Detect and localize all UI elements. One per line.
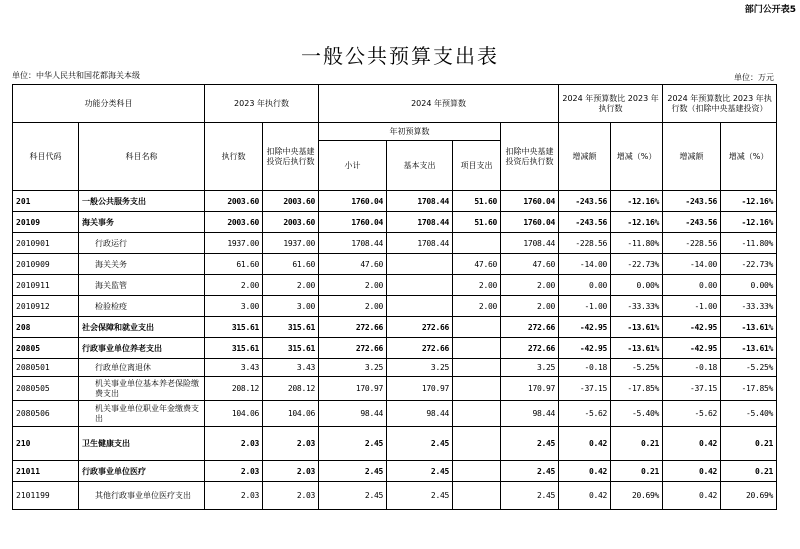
table-row [13, 461, 777, 482]
cell-exec: 2003.60 [205, 191, 263, 212]
cell-exec: 208.12 [205, 377, 263, 401]
cell-budget-ex: 3.25 [501, 359, 559, 377]
table-row [13, 427, 777, 461]
cell-pct2: -33.33% [721, 296, 777, 317]
cell-pct: -17.85% [611, 377, 663, 401]
cell-pct: 20.69% [611, 482, 663, 510]
cell-basic [387, 296, 453, 317]
cell-exec-ex: 2003.60 [263, 191, 319, 212]
cell-inc: -42.95 [559, 338, 611, 359]
cell-inc2: -37.15 [663, 377, 721, 401]
cell-pct: 0.21 [611, 427, 663, 461]
table-row [13, 191, 777, 212]
cell-inc: -228.56 [559, 233, 611, 254]
table-row [13, 482, 777, 510]
cell-pct: -5.25% [611, 359, 663, 377]
cell-inc: 0.42 [559, 482, 611, 510]
cell-exec-ex: 3.43 [263, 359, 319, 377]
header-basic: 基本支出 [387, 141, 453, 191]
cell-project [453, 461, 501, 482]
header-compare-exec: 2024 年预算数比 2023 年执行数 [559, 85, 663, 123]
cell-pct2: -12.16% [721, 212, 777, 233]
cell-basic: 98.44 [387, 401, 453, 427]
cell-inc: -243.56 [559, 212, 611, 233]
table-row [13, 275, 777, 296]
header-exec-ex: 扣除中央基建投资后执行数 [263, 123, 319, 191]
cell-exec-ex: 1937.00 [263, 233, 319, 254]
cell-project: 51.60 [453, 191, 501, 212]
cell-name: 行政事业单位医疗 [79, 461, 205, 482]
cell-inc: -14.00 [559, 254, 611, 275]
cell-pct2: -11.80% [721, 233, 777, 254]
cell-inc: -42.95 [559, 317, 611, 338]
cell-subtotal: 2.45 [319, 482, 387, 510]
cell-basic: 1708.44 [387, 212, 453, 233]
header-project: 项目支出 [453, 141, 501, 191]
header-inc-percent: 增减（%） [611, 123, 663, 191]
cell-name: 机关事业单位职业年金缴费支出 [79, 401, 205, 427]
table-row [13, 359, 777, 377]
cell-basic: 272.66 [387, 338, 453, 359]
cell-basic: 1708.44 [387, 191, 453, 212]
cell-exec-ex: 208.12 [263, 377, 319, 401]
cell-exec-ex: 315.61 [263, 317, 319, 338]
cell-basic: 2.45 [387, 461, 453, 482]
cell-code: 20805 [13, 338, 79, 359]
cell-budget-ex: 1708.44 [501, 233, 559, 254]
cell-inc: 0.42 [559, 427, 611, 461]
cell-name: 卫生健康支出 [79, 427, 205, 461]
cell-code: 2010909 [13, 254, 79, 275]
cell-code: 2080505 [13, 377, 79, 401]
cell-pct2: -13.61% [721, 338, 777, 359]
cell-inc: 0.00 [559, 275, 611, 296]
cell-budget-ex: 2.00 [501, 296, 559, 317]
cell-inc: -243.56 [559, 191, 611, 212]
cell-name: 行政单位离退休 [79, 359, 205, 377]
cell-name: 行政运行 [79, 233, 205, 254]
cell-inc: -1.00 [559, 296, 611, 317]
cell-subtotal: 272.66 [319, 338, 387, 359]
header-initial-budget: 年初预算数 [319, 123, 501, 141]
cell-code: 2101199 [13, 482, 79, 510]
table-row [13, 212, 777, 233]
cell-pct2: 0.00% [721, 275, 777, 296]
cell-pct: -12.16% [611, 191, 663, 212]
cell-code: 210 [13, 427, 79, 461]
cell-subtotal: 2.00 [319, 275, 387, 296]
cell-inc2: -5.62 [663, 401, 721, 427]
cell-basic [387, 275, 453, 296]
cell-subtotal: 2.45 [319, 461, 387, 482]
header-inc-amount: 增减额 [559, 123, 611, 191]
cell-pct: -13.61% [611, 317, 663, 338]
cell-subtotal: 1760.04 [319, 191, 387, 212]
table-row [13, 233, 777, 254]
cell-subtotal: 2.45 [319, 427, 387, 461]
cell-name: 海关事务 [79, 212, 205, 233]
cell-code: 2010912 [13, 296, 79, 317]
cell-subtotal: 98.44 [319, 401, 387, 427]
cell-pct: -22.73% [611, 254, 663, 275]
cell-inc2: 0.00 [663, 275, 721, 296]
cell-budget-ex: 2.00 [501, 275, 559, 296]
header-inc-amount-2: 增减额 [663, 123, 721, 191]
cell-code: 201 [13, 191, 79, 212]
cell-project [453, 317, 501, 338]
cell-name: 海关关务 [79, 254, 205, 275]
cell-inc2: -0.18 [663, 359, 721, 377]
cell-budget-ex: 2.45 [501, 427, 559, 461]
cell-pct2: -5.25% [721, 359, 777, 377]
cell-exec: 3.43 [205, 359, 263, 377]
cell-project [453, 427, 501, 461]
cell-exec-ex: 315.61 [263, 338, 319, 359]
cell-exec-ex: 104.06 [263, 401, 319, 427]
cell-name: 行政事业单位养老支出 [79, 338, 205, 359]
cell-pct2: -17.85% [721, 377, 777, 401]
cell-code: 2080501 [13, 359, 79, 377]
cell-pct2: -13.61% [721, 317, 777, 338]
table-row [13, 254, 777, 275]
cell-budget-ex: 47.60 [501, 254, 559, 275]
cell-project: 47.60 [453, 254, 501, 275]
cell-project: 51.60 [453, 212, 501, 233]
cell-project [453, 359, 501, 377]
cell-code: 208 [13, 317, 79, 338]
cell-basic: 2.45 [387, 482, 453, 510]
cell-project: 2.00 [453, 296, 501, 317]
unit-organization: 单位：中华人民共和国花都海关本级 [12, 71, 140, 80]
cell-exec-ex: 2.03 [263, 482, 319, 510]
cell-budget-ex: 2.45 [501, 482, 559, 510]
cell-subtotal: 2.00 [319, 296, 387, 317]
header-budget-2024: 2024 年预算数 [319, 85, 559, 123]
cell-exec: 61.60 [205, 254, 263, 275]
header-exec: 执行数 [205, 123, 263, 191]
cell-inc2: -243.56 [663, 212, 721, 233]
cell-pct: -5.40% [611, 401, 663, 427]
cell-pct: 0.21 [611, 461, 663, 482]
header-name: 科目名称 [79, 123, 205, 191]
cell-subtotal: 170.97 [319, 377, 387, 401]
header-subtotal: 小计 [319, 141, 387, 191]
cell-exec: 3.00 [205, 296, 263, 317]
cell-subtotal: 1760.04 [319, 212, 387, 233]
cell-basic: 3.25 [387, 359, 453, 377]
cell-inc2: -1.00 [663, 296, 721, 317]
cell-inc2: 0.42 [663, 482, 721, 510]
cell-code: 2080506 [13, 401, 79, 427]
cell-inc: 0.42 [559, 461, 611, 482]
cell-inc2: -228.56 [663, 233, 721, 254]
header-code: 科目代码 [13, 123, 79, 191]
cell-project [453, 338, 501, 359]
cell-pct: -33.33% [611, 296, 663, 317]
cell-inc2: -42.95 [663, 317, 721, 338]
cell-code: 2010911 [13, 275, 79, 296]
cell-budget-ex: 1760.04 [501, 191, 559, 212]
cell-subtotal: 272.66 [319, 317, 387, 338]
cell-basic: 272.66 [387, 317, 453, 338]
budget-table [12, 84, 777, 510]
cell-name: 机关事业单位基本养老保险缴费支出 [79, 377, 205, 401]
cell-project [453, 233, 501, 254]
cell-exec: 315.61 [205, 338, 263, 359]
cell-exec-ex: 3.00 [263, 296, 319, 317]
cell-budget-ex: 272.66 [501, 317, 559, 338]
cell-exec: 315.61 [205, 317, 263, 338]
cell-exec-ex: 2.00 [263, 275, 319, 296]
cell-inc2: -42.95 [663, 338, 721, 359]
cell-subtotal: 3.25 [319, 359, 387, 377]
cell-code: 21011 [13, 461, 79, 482]
cell-pct2: -5.40% [721, 401, 777, 427]
cell-inc2: -243.56 [663, 191, 721, 212]
cell-basic: 170.97 [387, 377, 453, 401]
cell-code: 20109 [13, 212, 79, 233]
cell-pct: -11.80% [611, 233, 663, 254]
cell-subtotal: 1708.44 [319, 233, 387, 254]
table-row [13, 401, 777, 427]
table-number-label: 部门公开表5 [744, 5, 796, 15]
cell-inc: -0.18 [559, 359, 611, 377]
cell-budget-ex: 2.45 [501, 461, 559, 482]
cell-pct: -12.16% [611, 212, 663, 233]
cell-budget-ex: 98.44 [501, 401, 559, 427]
cell-budget-ex: 170.97 [501, 377, 559, 401]
cell-exec: 2003.60 [205, 212, 263, 233]
cell-pct2: -12.16% [721, 191, 777, 212]
cell-basic [387, 254, 453, 275]
cell-inc2: -14.00 [663, 254, 721, 275]
cell-exec-ex: 61.60 [263, 254, 319, 275]
cell-exec: 1937.00 [205, 233, 263, 254]
cell-budget-ex: 272.66 [501, 338, 559, 359]
cell-pct: 0.00% [611, 275, 663, 296]
cell-name: 其他行政事业单位医疗支出 [79, 482, 205, 510]
cell-name: 检验检疫 [79, 296, 205, 317]
cell-name: 社会保障和就业支出 [79, 317, 205, 338]
cell-exec-ex: 2.03 [263, 427, 319, 461]
cell-inc: -5.62 [559, 401, 611, 427]
cell-pct2: 20.69% [721, 482, 777, 510]
table-row [13, 377, 777, 401]
cell-project [453, 401, 501, 427]
header-inc-percent-2: 增减（%） [721, 123, 777, 191]
cell-exec: 2.00 [205, 275, 263, 296]
cell-project [453, 377, 501, 401]
header-exec-2023: 2023 年执行数 [205, 85, 319, 123]
cell-exec-ex: 2003.60 [263, 212, 319, 233]
cell-inc2: 0.42 [663, 427, 721, 461]
cell-inc2: 0.42 [663, 461, 721, 482]
cell-exec-ex: 2.03 [263, 461, 319, 482]
cell-inc: -37.15 [559, 377, 611, 401]
cell-subtotal: 47.60 [319, 254, 387, 275]
cell-exec: 2.03 [205, 461, 263, 482]
cell-pct2: 0.21 [721, 461, 777, 482]
cell-pct2: 0.21 [721, 427, 777, 461]
cell-project [453, 482, 501, 510]
cell-exec: 2.03 [205, 427, 263, 461]
table-row [13, 296, 777, 317]
cell-name: 一般公共服务支出 [79, 191, 205, 212]
cell-exec: 2.03 [205, 482, 263, 510]
page-title: 一般公共预算支出表 [301, 44, 499, 68]
cell-name: 海关监管 [79, 275, 205, 296]
table-row [13, 317, 777, 338]
cell-exec: 104.06 [205, 401, 263, 427]
cell-pct: -13.61% [611, 338, 663, 359]
cell-basic: 2.45 [387, 427, 453, 461]
header-compare-exec-ex: 2024 年预算数比 2023 年执行数（扣除中央基建投资） [663, 85, 777, 123]
header-func-subject: 功能分类科目 [13, 85, 205, 123]
cell-pct2: -22.73% [721, 254, 777, 275]
header-budget-ex: 扣除中央基建投资后执行数 [501, 123, 559, 191]
cell-project: 2.00 [453, 275, 501, 296]
cell-budget-ex: 1760.04 [501, 212, 559, 233]
cell-basic: 1708.44 [387, 233, 453, 254]
unit-currency: 单位：万元 [734, 73, 774, 82]
table-row [13, 338, 777, 359]
cell-code: 2010901 [13, 233, 79, 254]
